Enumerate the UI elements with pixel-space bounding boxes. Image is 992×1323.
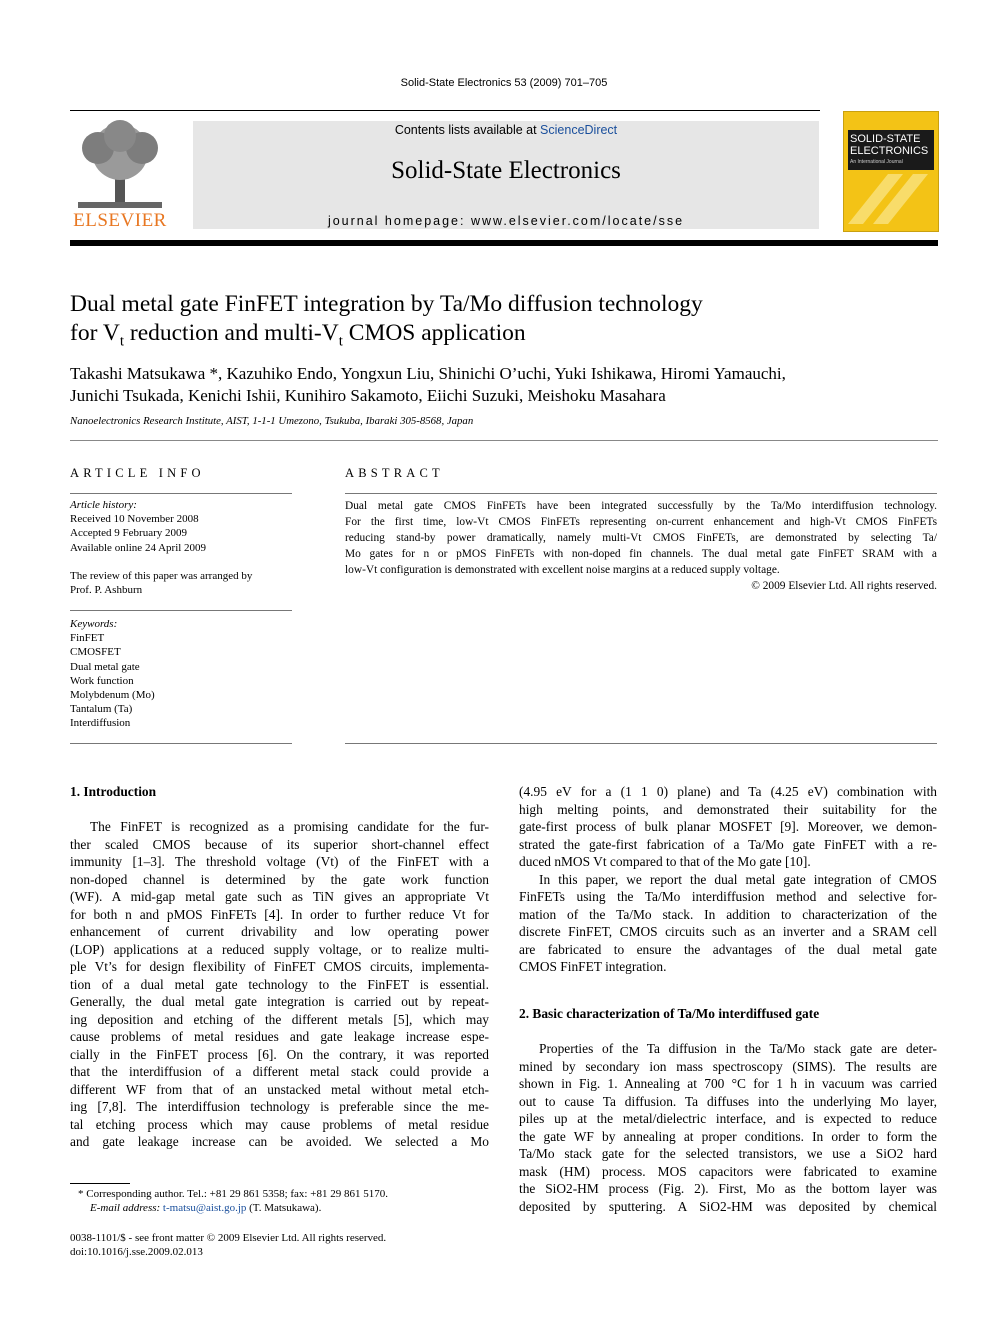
keywords: Keywords: FinFET CMOSFET Dual metal gate Work function Molybdenum (Mo) Tantalum (Ta) Interdiffusion [70, 617, 292, 731]
cover-graphic-icon [848, 174, 934, 224]
journal-homepage[interactable]: journal homepage: www.elsevier.com/locate/sse [327, 214, 685, 228]
author-list: Takashi Matsukawa *, Kazuhiko Endo, Yongxun Liu, Shinichi O’uchi, Yuki Ishikawa, Hiromi Yamauchi, Junichi Tsukada, Kenichi Ishii, Kunihiro Sakamoto, Eiichi Suzuki, Meishoku Masahara [70, 364, 786, 405]
text-line: shown in Fig. 1. Annealing at 700 °C for 1 h in vacuum was carried [519, 1076, 937, 1091]
cover-title-2: ELECTRONICS [850, 145, 929, 157]
section-heading-introduction: 1. Introduction [70, 784, 157, 799]
text-line: high melting points, and demonstrated their suitability for the [519, 801, 937, 817]
right-column-text-b [519, 1040, 937, 1215]
copyright: © 2009 Elsevier Ltd. All rights reserved. [751, 580, 937, 592]
text-line: discrete FinFET, CMOS circuits such as an inverter and a SRAM cell [519, 924, 937, 939]
cover-title-1: SOLID-STATE [850, 133, 921, 145]
journal-title: Solid-State Electronics [391, 157, 621, 184]
keyword-item: Dual metal gate [70, 660, 140, 673]
text-line: duced nMOS Vt compared to that of the Mo gate [10]. [519, 854, 811, 869]
text-line: ing [7,8]. The interdiffusion technology is preferable since the me- [70, 1099, 489, 1114]
text-line: (WF). A mid-gap metal gate such as TiN gives an appropriate Vt [70, 889, 489, 904]
cover-subtitle: An International Journal [850, 159, 903, 165]
text-line: cially in the FinFET process [6]. On the contrary, it was reported [70, 1046, 489, 1062]
text-line: The FinFET is recognized as a promising candidate for the fur- [90, 819, 489, 834]
tree-icon [68, 118, 172, 214]
text-line: that the interdiffusion of a different metal stack could provide a [70, 1064, 489, 1079]
header-thick-rule [70, 240, 938, 246]
text-line: immunity [1–3]. The threshold voltage (Vt) of the FinFET with a [70, 854, 489, 869]
text-line: cause problems of metal residues and gate leakage increase espe- [70, 1029, 489, 1044]
footnote: * Corresponding author. Tel.: +81 29 861 5358; fax: +81 29 861 5170. E-mail address: t-matsu@aist.go.jp (T. Matsukawa). [78, 1188, 388, 1215]
keyword-item: CMOSFET [70, 646, 121, 659]
journal-banner [193, 121, 819, 229]
text-line: In this paper, we report the dual metal gate integration of CMOS [539, 871, 937, 887]
keyword-item: Interdiffusion [70, 717, 131, 730]
keyword-item: Molybdenum (Mo) [70, 689, 155, 702]
text-line: the SiO2-HM process (Fig. 2). First, Mo as the bottom layer was [519, 1181, 937, 1196]
text-line: strated the gate-first fabrication of a Ta/Mo gate FinFET with a re- [519, 836, 937, 852]
article-title: Dual metal gate FinFET integration by Ta/Mo diffusion technology for $V_t$ reduction and multi-$V_t$ CMOS application [70, 291, 703, 350]
text-line: (4.95 eV for a (1 1 0) plane) and Ta (4.25 eV) combination with [519, 784, 937, 799]
text-line: are fabricated to ensure the advantages of the dual metal gate [519, 941, 937, 957]
keyword-item: Work function [70, 674, 134, 687]
introduction-text [70, 818, 489, 1151]
elsevier-wordmark: ELSEVIER [73, 210, 167, 231]
sciencedirect-link[interactable]: ScienceDirect [540, 123, 618, 137]
right-column-text-a [519, 783, 937, 976]
abstract-text: Dual metal gate CMOS FinFETs have been integrated successfully by the Ta/Mo interdiffusion technology. For the first time, low-Vt CMOS FinFETs representing on-current enhancement and high-Vt CMOS FinFETs reducing stand-by power dramatically, namely multi-Vt CMOS FinFETs, are demonstrated by selecting Ta/ Mo gates for n or pMOS FinFETs with non-doped fin channels. The dual metal gate FinFET SRAM with a low-Vt configuration is demonstrated with excellent noise margins at a reduced supply voltage. © 2009 Elsevier Ltd. All rights reserved. [345, 500, 937, 592]
text-line: piles up at the metal/dielectric interface, and is expected to reduce [519, 1111, 937, 1126]
text-line: for both n and pMOS FinFETs [4]. In order to further reduce Vt for [70, 906, 489, 922]
text-line: Ta/Mo stack gate for the selected transistors, we use a SiO2 hard [519, 1146, 937, 1161]
text-line: (LOP) applications at a reduced supply voltage, or to realize multi- [70, 941, 489, 957]
affiliation: Nanoelectronics Research Institute, AIST, 1-1-1 Umezono, Tsukuba, Ibaraki 305-8568, Japan [70, 415, 474, 427]
doi[interactable]: doi:10.1016/j.sse.2009.02.013 [70, 1246, 203, 1259]
keyword-item: FinFET [70, 632, 105, 645]
text-line: out to cause Ta diffusion. Ta diffuses into the underlying Mo layer, [519, 1093, 937, 1109]
section-heading-2: 2. Basic characterization of Ta/Mo interdiffused gate [519, 1006, 820, 1021]
text-line: mined by secondary ion mass spectroscopy (SIMS). The results are [519, 1058, 937, 1074]
abstract-heading: ABSTRACT [345, 466, 444, 480]
text-line: mask (HM) process. MOS capacitors were fabricated to examine [519, 1163, 937, 1179]
text-line: deposited by sputtering. A SiO2-HM was deposited by chemical [519, 1198, 937, 1214]
text-line: tal etching process which may cause problems of metal residue [70, 1116, 489, 1132]
text-line: Generally, the dual metal gate integration is carried out by repeat- [70, 994, 489, 1009]
text-line: gate-first process of bulk planar MOSFET [9]. Moreover, we demon- [519, 819, 937, 834]
text-line: Properties of the Ta diffusion in the Ta/Mo stack gate are deter- [539, 1041, 937, 1056]
text-line: FinFETs using the Ta/Mo interdiffusion method and selective for- [519, 889, 937, 904]
text-line: mation of the Ta/Mo stack. In addition to characterization of the [519, 906, 937, 922]
text-line: different WF from that of an unstacked metal without metal etch- [70, 1081, 489, 1097]
text-line: ing deposition and etching of the different metals [5], which may [70, 1011, 489, 1027]
text-line: enhancement of current drivability and low operating power [70, 924, 489, 939]
text-line: non-doped channel is determined by the gate work function [70, 871, 489, 887]
text-line: ther scaled CMOS because of its superior short-channel effect [70, 836, 489, 852]
text-line: ple Vt’s for design flexibility of FinFET CMOS circuits, implementa- [70, 959, 489, 974]
text-line: and gate leakage increase can be avoided. We selected a Mo [70, 1134, 489, 1149]
journal-citation: Solid-State Electronics 53 (2009) 701–705 [400, 77, 608, 89]
article-info-heading: ARTICLE INFO [70, 466, 205, 480]
text-line: the gate WF by annealing at proper conditions. In order to form the [519, 1128, 937, 1144]
author-email-link[interactable]: t-matsu@aist.go.jp [162, 1202, 247, 1215]
text-line: tion of a dual metal gate technology to the FinFET is essential. [70, 976, 489, 992]
publication-info: 0038-1101/$ - see front matter © 2009 Elsevier Ltd. All rights reserved. doi:10.1016/j.sse.2009.02.013 [70, 1231, 490, 1259]
journal-cover[interactable] [843, 111, 939, 232]
keyword-item: Tantalum (Ta) [70, 703, 133, 716]
text-line: CMOS FinFET integration. [519, 959, 667, 974]
article-history: Article history: Received 10 November 2008 Accepted 9 February 2009 Available online 24 April 2009 The review of this paper was arranged by Prof. P. Ashburn [70, 499, 253, 597]
contents-line: Contents lists available at ScienceDirect [394, 123, 618, 137]
elsevier-logo[interactable] [68, 118, 172, 232]
